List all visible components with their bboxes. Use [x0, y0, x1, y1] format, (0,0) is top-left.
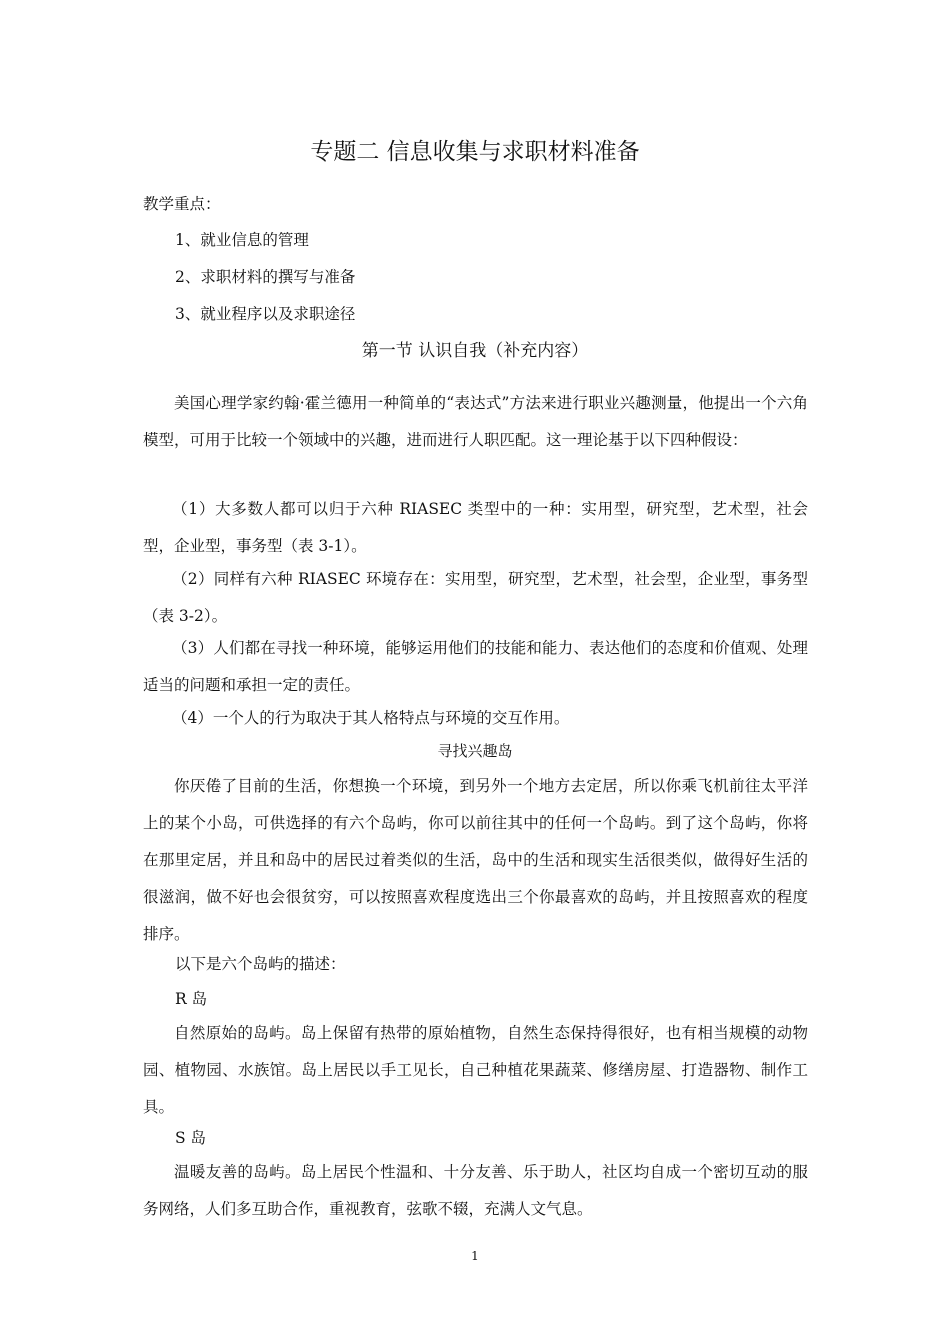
intro-paragraph: 美国心理学家约翰·霍兰德用一种简单的“表达式”方法来进行职业兴趣测量，他提出一个六角模型，可用于比较一个领域中的兴趣，进而进行人职匹配。这一理论基于以下四种假设： — [143, 394, 808, 449]
assumption-4: （4）一个人的行为取决于其人格特点与环境的交互作用。 — [172, 709, 570, 727]
assumption-1: （1）大多数人都可以归于六种 RIASEC 类型中的一种：实用型，研究型，艺术型，社会型，企业型，事务型（表 3-1）。 — [143, 500, 808, 555]
island-r-description: 自然原始的岛屿。岛上保留有热带的原始植物，自然生态保持得很好，也有相当规模的动物园、植物园、水族馆。岛上居民以手工见长，自己种植花果蔬菜、修缮房屋、打造器物、制作工具。 — [143, 1024, 808, 1116]
section-title: 第一节 认识自我（补充内容） — [361, 341, 589, 361]
assumption-3: （3）人们都在寻找一种环境，能够运用他们的技能和能力、表达他们的态度和价值观、处理适当的问题和承担一定的责任。 — [143, 639, 808, 694]
island-s-description: 温暖友善的岛屿。岛上居民个性温和、十分友善、乐于助人，社区均自成一个密切互动的服务网络，人们多互助合作，重视教育，弦歌不辍，充满人文气息。 — [143, 1163, 808, 1218]
assumption-2: （2）同样有六种 RIASEC 环境存在：实用型，研究型，艺术型，社会型，企业型，事务型（表 3-2）。 — [143, 570, 808, 625]
page-number: 1 — [471, 1249, 479, 1263]
focus-label: 教学重点： — [143, 195, 221, 213]
island-r-name: R 岛 — [175, 990, 208, 1008]
focus-item: 2、求职材料的撰写与准备 — [175, 268, 356, 286]
island-s-name: S 岛 — [175, 1129, 207, 1147]
focus-item: 1、就业信息的管理 — [175, 231, 309, 249]
page-title: 专题二 信息收集与求职材料准备 — [310, 139, 640, 165]
islands-intro: 以下是六个岛屿的描述： — [175, 955, 346, 973]
focus-item: 3、就业程序以及求职途径 — [175, 305, 356, 323]
story-paragraph: 你厌倦了目前的生活，你想换一个环境，到另外一个地方去定居，所以你乘飞机前往太平洋上的某个小岛，可供选择的有六个岛屿，你可以前往其中的任何一个岛屿。到了这个岛屿，你将在那里定居，并且和岛中的居民过着类似的生活，岛中的生活和现实生活很类似，做得好生活的很滋润，做不好也会很贫穷，可以按照喜欢程度选出三个你最喜欢的岛屿，并且按照喜欢的程度排序。 — [143, 777, 808, 943]
subheading: 寻找兴趣岛 — [437, 742, 513, 760]
